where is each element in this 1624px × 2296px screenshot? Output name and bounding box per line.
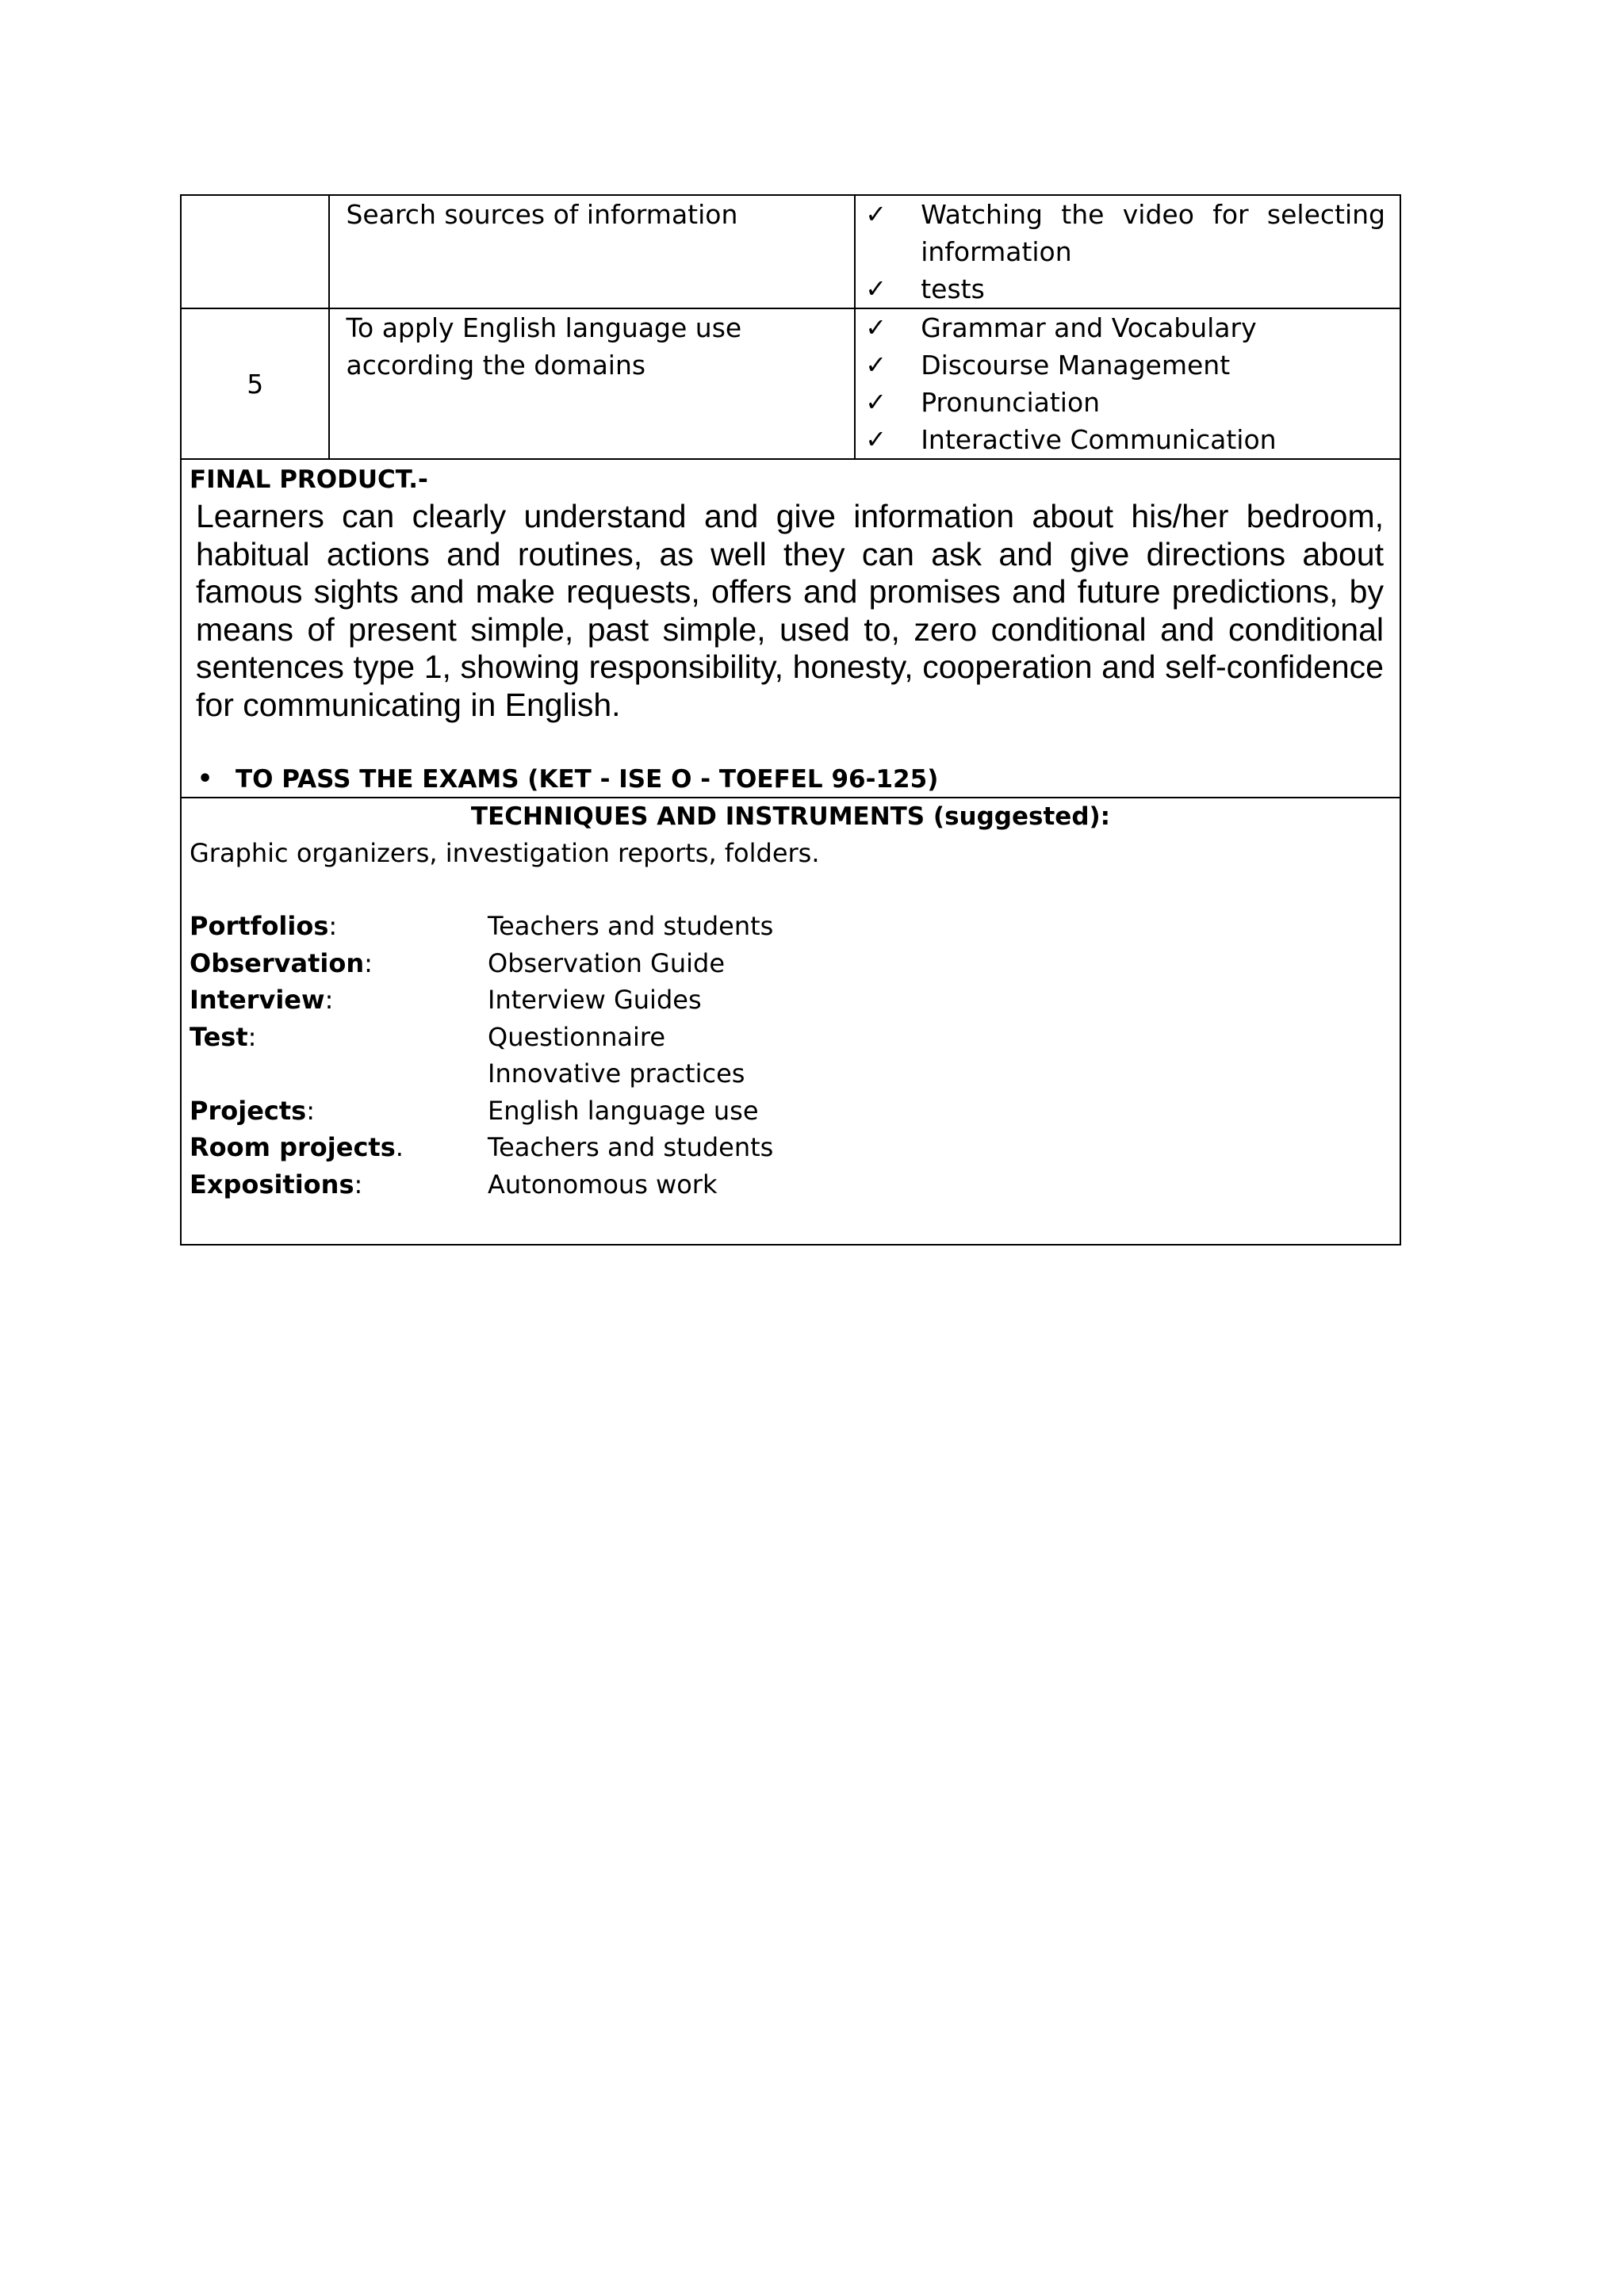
exams-bullet (190, 762, 1384, 797)
table-row (181, 308, 1400, 459)
techniques-cell (181, 798, 1400, 1245)
technique-row (190, 1055, 1392, 1093)
check-icon: ✓ (865, 274, 887, 304)
list-item: ✓ Discourse Management (865, 346, 1385, 384)
list-item: ✓ tests (865, 270, 1385, 308)
final-product-cell (181, 459, 1400, 798)
technique-label: Room projects (190, 1132, 396, 1162)
technique-value: Interview Guides (488, 985, 702, 1015)
techniques-list (190, 908, 1392, 1203)
list-item: ✓ Grammar and Vocabulary (865, 309, 1385, 346)
check-icon: ✓ (865, 424, 887, 454)
activity-text: To apply English language use according the domains (346, 312, 742, 381)
technique-row: Room projects. Teachers and students (190, 1129, 1392, 1166)
activity-text: Search sources of information (346, 199, 738, 230)
technique-label: Projects (190, 1095, 307, 1126)
check-icon: ✓ (865, 350, 887, 380)
technique-value: Autonomous work (488, 1169, 718, 1200)
check-icon: ✓ (865, 312, 887, 342)
technique-label: Observation (190, 947, 365, 978)
checklist-cell (855, 195, 1400, 308)
technique-value: Observation Guide (488, 947, 725, 978)
technique-value: Innovative practices (488, 1058, 745, 1089)
technique-row: Portfolios: Teachers and students (190, 908, 1392, 945)
list-item: ✓ Pronunciation (865, 384, 1385, 421)
planning-table (180, 194, 1401, 1246)
technique-label: Interview (190, 985, 325, 1015)
techniques-heading: TECHNIQUES AND INSTRUMENTS (suggested): (470, 802, 1111, 831)
technique-value: English language use (488, 1095, 759, 1126)
check-icon: ✓ (865, 387, 887, 417)
list-item: ✓ Interactive Communication (865, 421, 1385, 458)
technique-value: Questionnaire (488, 1021, 666, 1052)
technique-label: Portfolios (190, 911, 329, 941)
final-product-body: Learners can clearly understand and give information about his/her bedroom, habitual actions and routines, as well they can ask and give directions about famous sights and make requests, offers and promises and future predictions, by means of present simple, past simple, used to, zero conditional and conditional sentences type 1, showing responsibility, honesty, cooperation and self-confidence for communicating in English. (196, 498, 1384, 723)
techniques-row (181, 798, 1400, 1245)
technique-row: Test: Questionnaire (190, 1019, 1392, 1056)
checklist-cell (855, 308, 1400, 459)
activity-cell (329, 195, 855, 308)
activity-cell (329, 308, 855, 459)
technique-label: Test (190, 1021, 248, 1052)
technique-row: Observation: Observation Guide (190, 945, 1392, 982)
technique-label: Expositions (190, 1169, 354, 1200)
table-row (181, 195, 1400, 308)
row-number-cell: 5 (181, 308, 329, 459)
exams-text: TO PASS THE EXAMS (KET - ISE O - TOEFEL 96-125) (236, 765, 939, 794)
technique-row: Projects: English language use (190, 1093, 1392, 1130)
technique-row: Expositions: Autonomous work (190, 1166, 1392, 1203)
row-number-cell (181, 195, 329, 308)
technique-value: Teachers and students (488, 1132, 774, 1162)
checklist (856, 309, 1400, 458)
checklist (856, 196, 1400, 308)
bullet-icon: • (197, 765, 213, 793)
list-item: ✓ Watching the video for selecting information (865, 196, 1385, 270)
techniques-intro: Graphic organizers, investigation reports, folders. (190, 838, 820, 868)
technique-value: Teachers and students (488, 911, 774, 941)
final-product-title: FINAL PRODUCT.- (190, 465, 428, 494)
final-product-row (181, 459, 1400, 798)
technique-row: Interview: Interview Guides (190, 982, 1392, 1019)
check-icon: ✓ (865, 199, 887, 229)
